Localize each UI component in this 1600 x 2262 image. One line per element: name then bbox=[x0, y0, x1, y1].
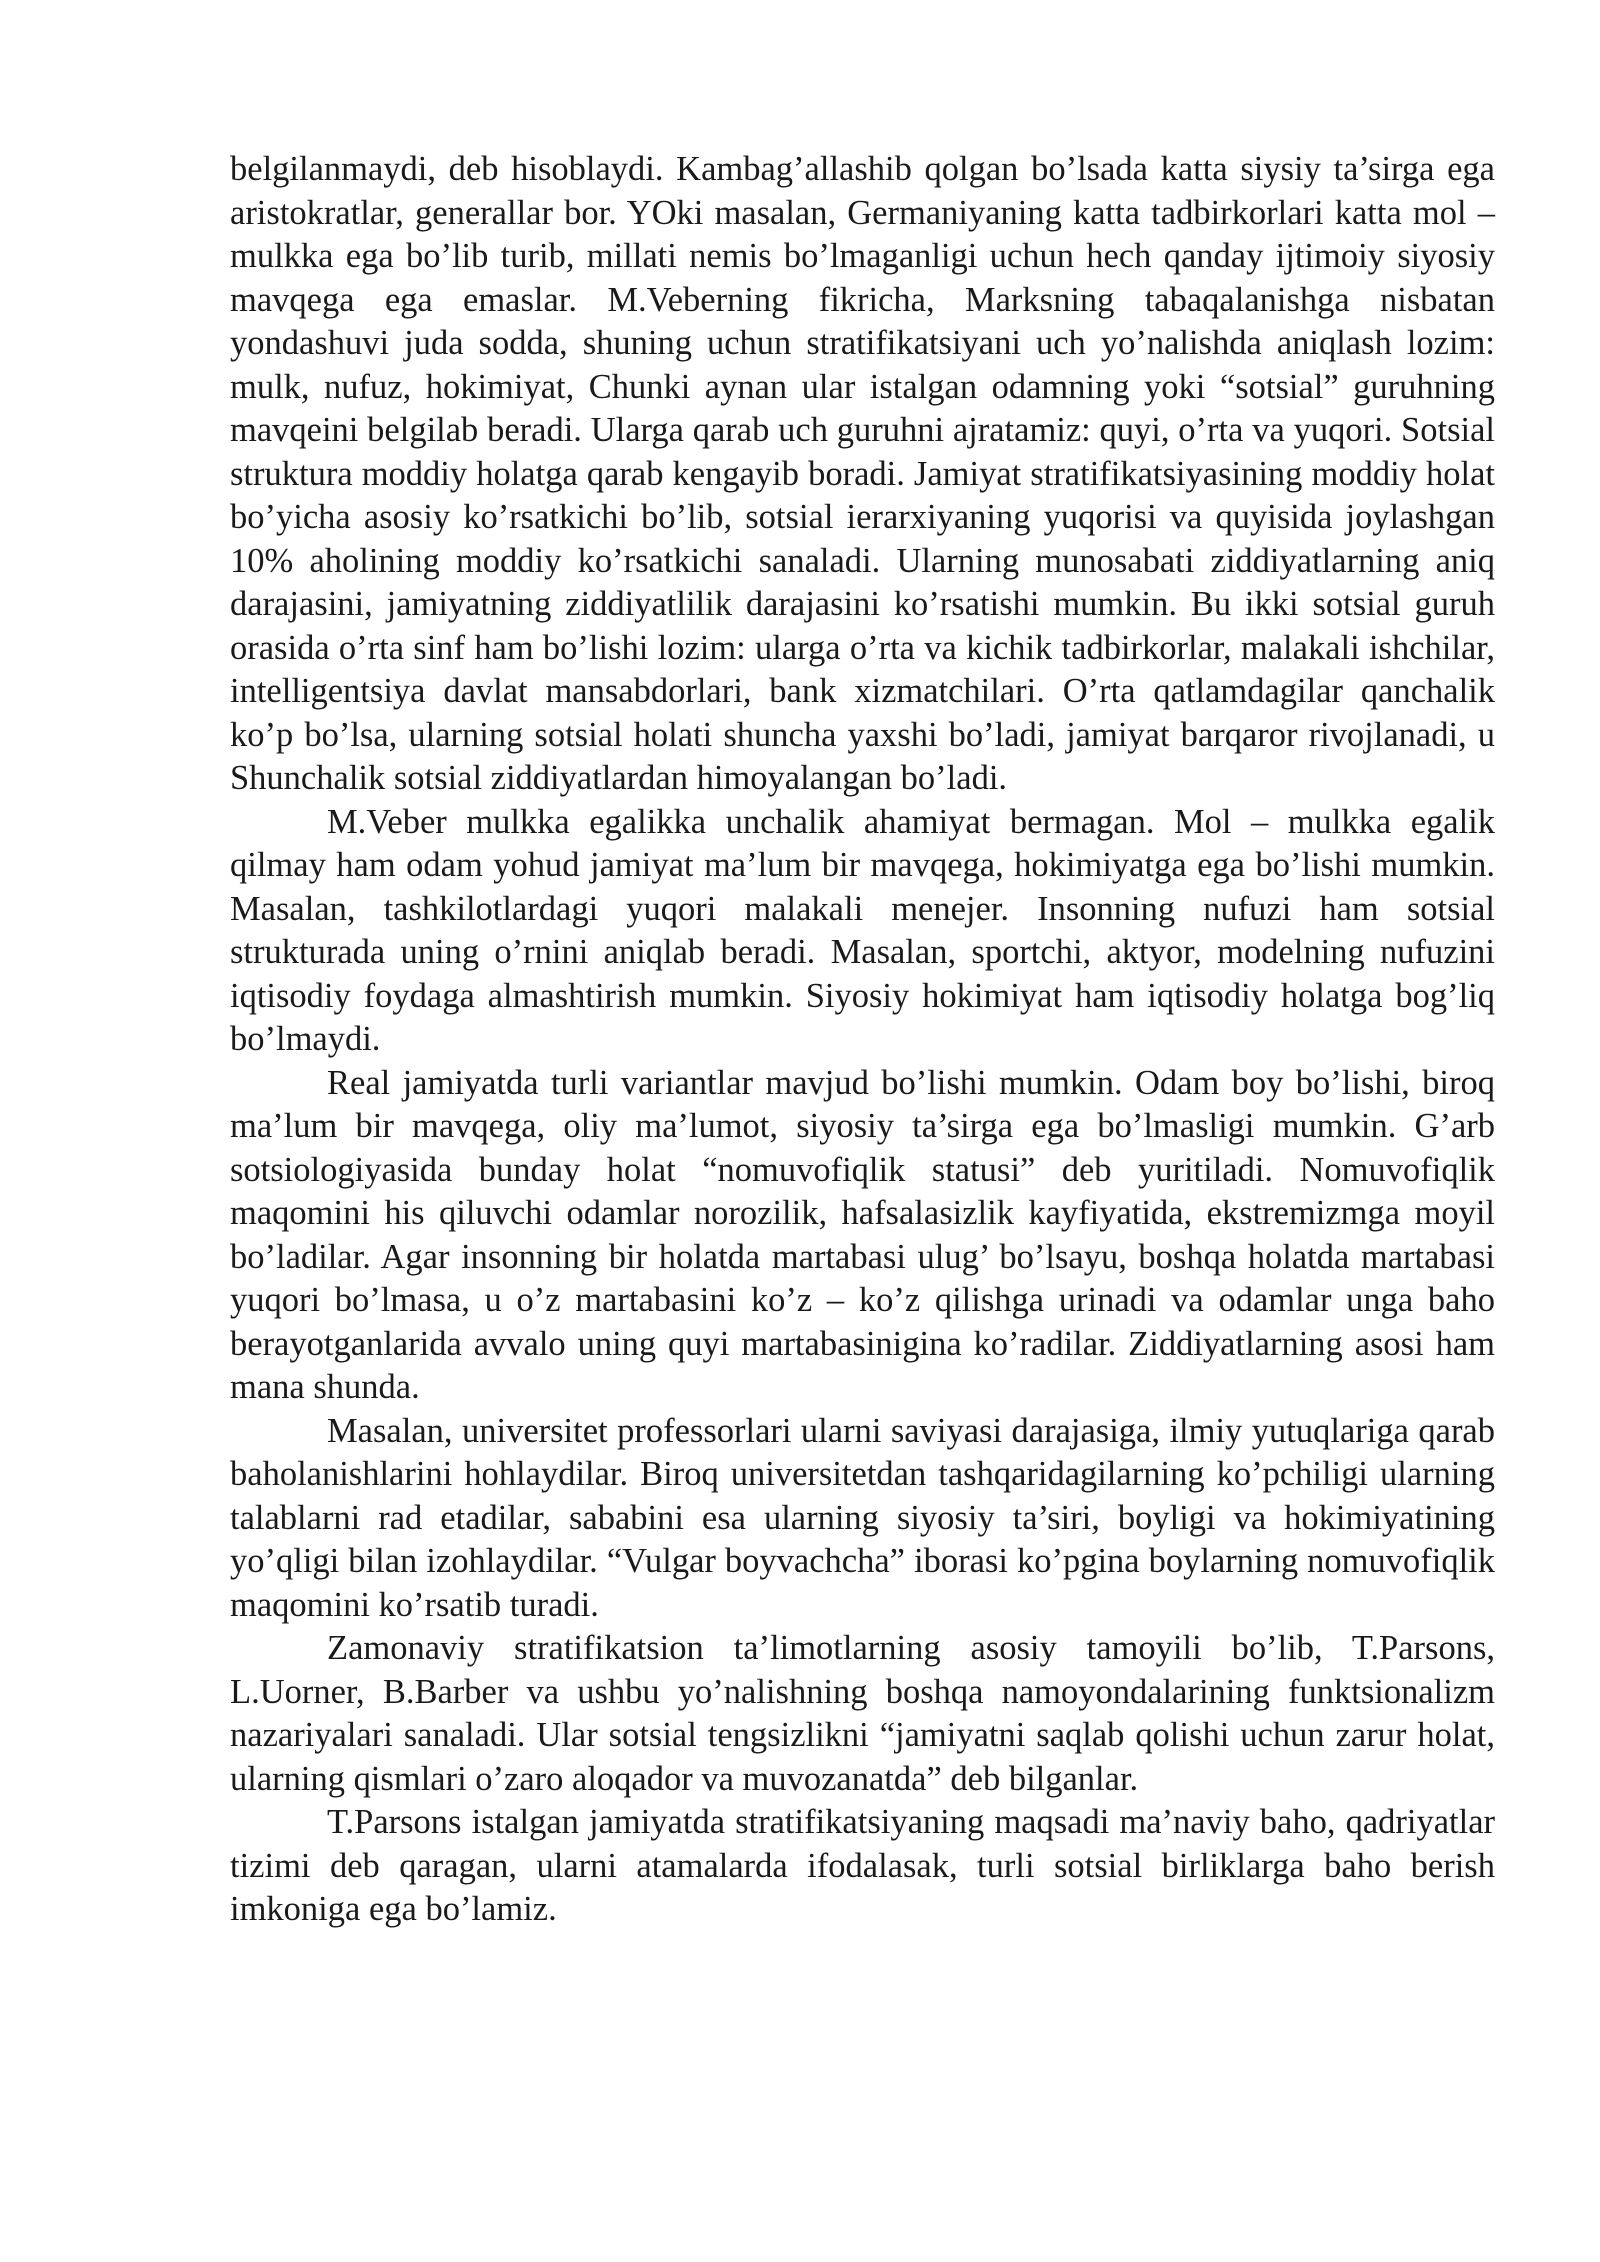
paragraph-functionalism: Zamonaviy stratifikatsion ta’limotlarning asosiy tamoyili bo’lib, T.Parsons, L.Uorner, B.Barber va ushbu yo’nalishning boshqa namoyondalarining funktsionalizm nazariyalari sanaladi. Ular sotsial tengsizlikni “jamiyatni saqlab qolishi uchun zarur holat, ularning qismlari o’zaro aloqador va muvozanatda” deb bilganlar. bbox=[230, 1629, 1495, 1798]
document-page bbox=[230, 148, 1495, 1932]
paragraph-status-inconsistency: Real jamiyatda turli variantlar mavjud bo’lishi mumkin. Odam boy bo’lishi, biroq ma’lum bir mavqega, oliy ma’lumot, siyosiy ta’sirga ega bo’lmasligi mumkin. G’arb sotsiologiyasida bunday holat “nomuvofiqlik statusi” deb yuritiladi. Nomuvofiqlik maqomini his qiluvchi odamlar norozilik, hafsalasizlik kayfiyatida, ekstremizmga moyil bo’ladilar. Agar insonning bir holatda martabasi ulug’ bo’lsayu, boshqa holatda martabasi yuqori bo’lmasa, u o’z martabasini ko’z – ko’z qilishga urinadi va odamlar unga baho berayotganlarida avvalo uning quyi martabasiniginа ko’radilar. Ziddiyatlarning asosi ham mana shunda. bbox=[230, 1063, 1495, 1406]
paragraph-continued: belgilanmaydi, deb hisoblaydi. Kambag’allashib qolgan bo’lsada katta siysiy ta’sirga ega aristokratlar, generallar bor. YOki masalan, Germaniyaning katta tadbirkorlari katta mol – mulkka ega bo’lib turib, millati nemis bo’lmaganligi uchun hech qanday ijtimoiy siyosiy mavqega ega emaslar. M.Veberning fikricha, Marksning tabaqalanishga nisbatan yondashuvi juda sodda, shuning uchun stratifikatsiyani uch yo’nalishda aniqlash lozim: mulk, nufuz, hokimiyat, Chunki aynan ular istalgan odamning yoki “sotsial” guruhning mavqeini belgilab beradi. Ularga qarab uch guruhni ajratamiz: quyi, o’rta va yuqori. Sotsial struktura moddiy holatga qarab kengayib boradi. Jamiyat stratifikatsiyasining moddiy holat bo’yicha asosiy ko’rsatkichi bo’lib, sotsial ierarxiyaning yuqorisi va quyisida joylashgan 10% aholining moddiy ko’rsatkichi sanaladi. Ularning munosabati ziddiyatlarning aniq darajasini, jamiyatning ziddiyatlilik darajasini ko’rsatishi mumkin. Bu ikki sotsial guruh orasida o’rta sinf ham bo’lishi lozim: ularga o’rta va kichik tadbirkorlar, malakali ishchilar, intelligentsiya davlat mansabdorlari, bank xizmatchilari. O’rta qatlamdagilar qanchalik ko’p bo’lsa, ularning sotsial holati shuncha yaxshi bo’ladi, jamiyat barqaror rivojlanadi, u Shunchalik sotsial ziddiyatlardan himoyalangan bo’ladi. bbox=[230, 150, 1495, 797]
paragraph-professors-example: Masalan, universitet professorlari ularni saviyasi darajasiga, ilmiy yutuqlariga qarab baholanishlarini hohlaydilar. Biroq universitetdan tashqaridagilarning ko’pchiligi ularning talablarni rad etadilar, sababini esa ularning siyosiy ta’siri, boyligi va hokimiyatining yo’qligi bilan izohlaydilar. “Vulgar boyvachcha” iborasi ko’pgina boylarning nomuvofiqlik maqomini ko’rsatib turadi. bbox=[230, 1411, 1495, 1624]
paragraph-veber-property: M.Veber mulkka egalikka unchalik ahamiyat bermagan. Mol – mulkka egalik qilmay ham odam yohud jamiyat ma’lum bir mavqega, hokimiyatga ega bo’lishi mumkin. Masalan, tashkilotlardagi yuqori malakali menejer. Insonning nufuzi ham sotsial strukturada uning o’rnini aniqlab beradi. Masalan, sportchi, aktyor, modelning nufuzini iqtisodiy foydaga almashtirish mumkin. Siyosiy hokimiyat ham iqtisodiy holatga bog’liq bo’lmaydi. bbox=[230, 802, 1495, 1058]
paragraph-parsons: T.Parsons istalgan jamiyatda stratifikatsiyaning maqsadi ma’naviy baho, qadriyatlar tizimi deb qaragan, ularni atamalarda ifodalasak, turli sotsial birliklarga baho berish imkoniga ega bo’lamiz. bbox=[230, 1803, 1495, 1928]
